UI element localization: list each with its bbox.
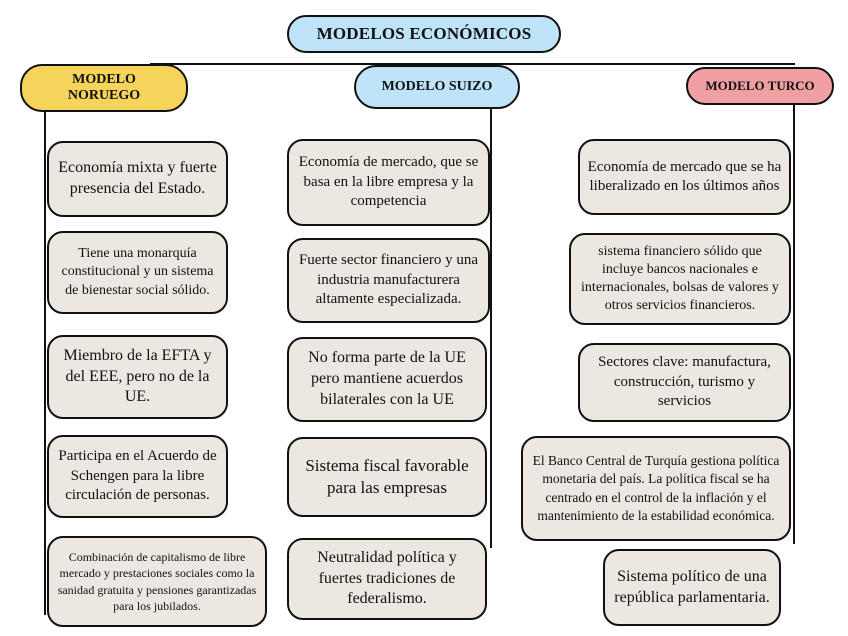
turco-item: El Banco Central de Turquía gestiona política monetaria del país. La política fiscal se ha centrado en el control de la inflación y el mantenimiento de la estabilidad económica.	[521, 436, 791, 541]
noruego-item: Combinación de capitalismo de libre mercado y prestaciones sociales como la sanidad gratuita y pensiones garantizadas para los jubilados.	[47, 536, 267, 627]
noruego-item: Participa en el Acuerdo de Schengen para la libre circulación de personas.	[47, 435, 228, 518]
noruego-vertical-line	[44, 108, 46, 615]
noruego-item: Tiene una monarquía constitucional y un sistema de bienestar social sólido.	[47, 231, 228, 314]
header-modelo-suizo: MODELO SUIZO	[354, 65, 520, 109]
turco-item: Economía de mercado que se ha liberalizado en los últimos años	[578, 139, 791, 215]
suizo-item: Economía de mercado, que se basa en la libre empresa y la competencia	[287, 139, 490, 226]
turco-vertical-line	[793, 104, 795, 544]
diagram-title: MODELOS ECONÓMICOS	[287, 15, 561, 53]
header-modelo-turco: MODELO TURCO	[686, 67, 834, 105]
suizo-item: Sistema fiscal favorable para las empresas	[287, 437, 487, 517]
turco-item: Sectores clave: manufactura, construcción, turismo y servicios	[578, 343, 791, 422]
noruego-item: Economía mixta y fuerte presencia del Estado.	[47, 141, 228, 217]
turco-item: Sistema político de una república parlamentaria.	[603, 549, 781, 626]
turco-item: sistema financiero sólido que incluye bancos nacionales e internacionales, bolsas de valores y otros servicios financieros.	[569, 233, 791, 325]
suizo-vertical-line	[490, 108, 492, 548]
suizo-item: No forma parte de la UE pero mantiene acuerdos bilaterales con la UE	[287, 337, 487, 422]
noruego-item: Miembro de la EFTA y del EEE, pero no de la UE.	[47, 335, 228, 419]
suizo-item: Fuerte sector financiero y una industria manufacturera altamente especializada.	[287, 238, 490, 323]
suizo-item: Neutralidad política y fuertes tradiciones de federalismo.	[287, 538, 487, 620]
header-modelo-noruego: MODELO NORUEGO	[20, 64, 188, 112]
